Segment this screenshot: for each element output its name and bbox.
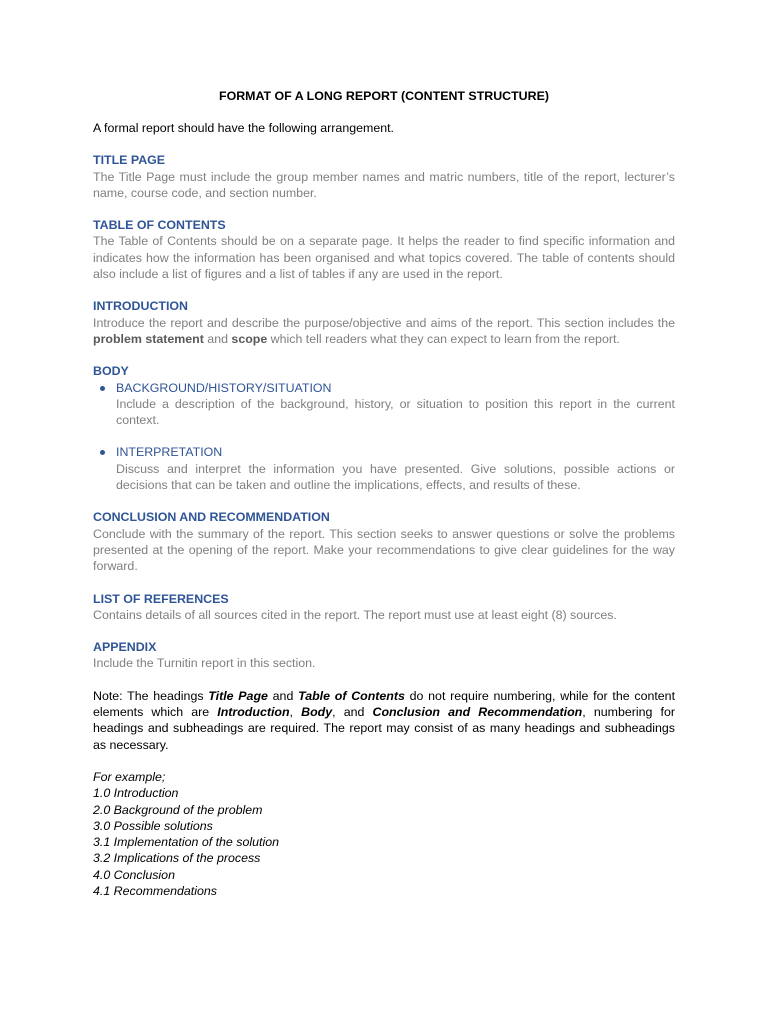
list-item: 3.1 Implementation of the solution	[93, 835, 279, 850]
body-bullet-list	[93, 380, 675, 494]
note-text: , numbering for headings and subheadings are required. The report may consist of as many headings and subheadings as necessary.	[93, 705, 675, 752]
section-heading: TITLE PAGE	[93, 153, 166, 168]
note-emphasis: Introduction	[217, 705, 290, 720]
examples-block	[93, 769, 675, 899]
bullet-heading: BACKGROUND/HISTORY/SITUATION	[116, 380, 332, 395]
section-table-of-contents	[93, 217, 675, 282]
section-heading: TABLE OF CONTENTS	[93, 218, 226, 233]
section-references	[93, 591, 675, 624]
list-item: 1.0 Introduction	[93, 786, 179, 801]
note-text: and	[267, 688, 299, 703]
note-paragraph	[93, 688, 675, 753]
section-body: The Title Page must include the group member names and matric numbers, title of the report, lecturer’s name, course code, and section number.	[93, 169, 675, 200]
section-body: Conclude with the summary of the report. This section seeks to answer questions or solve the problems presented at the opening of the report. Make your recommendations to give clear guidelines for the way forward.	[93, 526, 675, 574]
note-text: Note: The headings	[93, 688, 209, 703]
bold-term: problem statement	[93, 331, 204, 346]
note-text: , and	[332, 705, 373, 720]
section-heading: APPENDIX	[93, 640, 157, 655]
document-page	[93, 88, 675, 899]
note-emphasis: Table of Contents	[298, 688, 405, 703]
section-heading: CONCLUSION AND RECOMMENDATION	[93, 510, 330, 525]
bold-term: scope	[231, 331, 268, 346]
section-heading: BODY	[93, 364, 129, 379]
section-body: Contains details of all sources cited in the report. The report must use at least eight (8) sources.	[93, 607, 617, 622]
section-body: The Table of Contents should be on a separate page. It helps the reader to find specific information and indicates how the information has been organised and what topics covered. The table of contents should also include a list of figures and a list of tables if any are used in the report.	[93, 234, 675, 282]
body-text: and	[203, 331, 232, 346]
list-item: 3.2 Implications of the process	[93, 851, 261, 866]
list-item	[93, 444, 675, 493]
section-title-page	[93, 152, 675, 201]
section-body	[93, 315, 675, 348]
bullet-heading: INTERPRETATION	[116, 445, 223, 460]
bullet-icon	[100, 386, 105, 391]
body-text: which tell readers what they can expect to learn from the report.	[267, 331, 620, 346]
bullet-body: Discuss and interpret the information you have presented. Give solutions, possible actions or decisions that can be taken and outline the implications, effects, and results of these.	[116, 461, 675, 493]
list-item: 2.0 Background of the problem	[93, 802, 263, 817]
list-item: 3.0 Possible solutions	[93, 818, 213, 833]
section-appendix	[93, 639, 675, 672]
list-item: 4.0 Conclusion	[93, 867, 175, 882]
section-heading: LIST OF REFERENCES	[93, 591, 229, 606]
list-item	[93, 380, 675, 429]
section-introduction	[93, 298, 675, 347]
note-emphasis: Conclusion and Recommendation	[372, 705, 583, 720]
section-body-part	[93, 363, 675, 493]
list-item: 4.1 Recommendations	[93, 883, 217, 898]
bullet-body: Include a description of the background, history, or situation to position this report in the current context.	[116, 396, 675, 428]
body-text: Introduce the report and describe the purpose/objective and aims of the report. This section includes the	[93, 315, 675, 330]
examples-lead: For example;	[93, 769, 166, 784]
intro-text: A formal report should have the following arrangement.	[93, 121, 394, 135]
section-body: Include the Turnitin report in this section.	[93, 656, 316, 671]
bullet-icon	[100, 450, 105, 455]
note-emphasis: Body	[301, 705, 333, 720]
note-emphasis: Title Page	[208, 688, 268, 703]
section-conclusion	[93, 509, 675, 574]
note-text: ,	[289, 705, 302, 720]
note-text: do not require numbering, while for the content elements which are	[93, 688, 676, 720]
document-title: FORMAT OF A LONG REPORT (CONTENT STRUCTURE)	[219, 89, 549, 103]
section-heading: INTRODUCTION	[93, 299, 188, 314]
